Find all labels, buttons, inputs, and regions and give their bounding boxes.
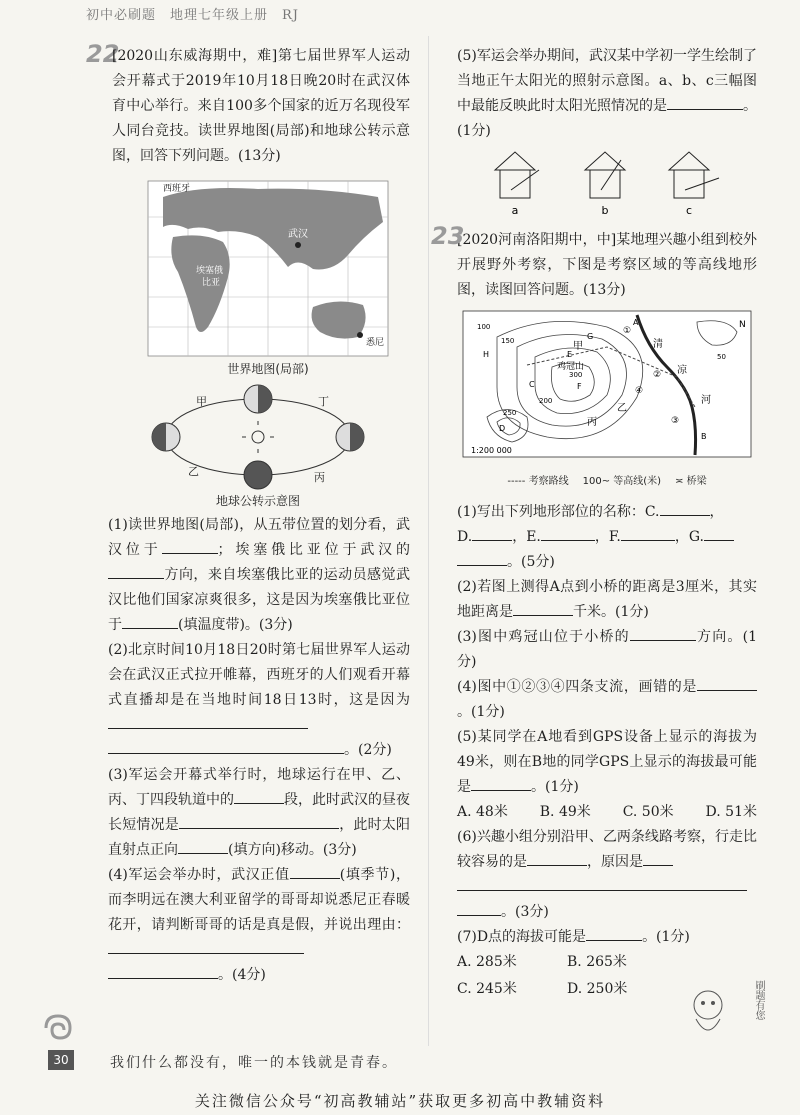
map-label-wuhan: 武汉 [288,229,308,240]
answer-blank[interactable] [179,814,339,829]
contour-value-250: 250 [503,409,517,417]
page-number: 30 [48,1050,74,1070]
contour-value-300: 300 [569,371,583,379]
answer-blank[interactable] [472,526,512,541]
river-label-2: 凉 [677,365,687,376]
q22-p1d: (填温度带)。(3分) [178,617,293,633]
q22-p2a: (2)北京时间10月18日20时第七届世界军人运动会在武汉正式拉开帷幕，西班牙的人们观看开幕式直播却是在当地时间18日13时，这是因为 [108,642,410,708]
answer-blank[interactable] [108,564,164,579]
answer-blank[interactable] [660,501,710,516]
earth-orbit-figure [108,381,408,509]
answer-blank[interactable] [290,864,340,879]
answer-blank[interactable] [541,526,595,541]
answer-blank[interactable] [108,714,308,729]
point-D: D [499,424,506,433]
map-label-ethiopia-2: 比亚 [202,278,221,288]
q22-p3b: 段，此时武汉的昼夜长短情况是 [108,792,410,833]
question-22 [108,44,410,988]
answer-blank[interactable] [697,676,757,691]
river-label-3: 河 [701,395,711,406]
contour-value-200: 200 [539,397,553,405]
q23-part3: (3)图中鸡冠山位于小桥的 方向。(1分) [457,625,757,675]
q22-part2 [108,638,410,763]
map-label-sydney: 悉尼 [366,338,385,348]
q23-part5: (5)某同学在A地看到GPS设备上显示的海拔为49米，则在B地的同学GPS上显示的海拔最可能是 。(1分) [457,729,757,795]
answer-blank[interactable] [162,539,218,554]
q22-part5 [457,44,757,144]
q22-p5b: 。(1分) [457,98,757,139]
point-C: C [529,380,535,389]
contour-label-jia: 甲 [573,341,583,352]
north-arrow: N [739,320,746,330]
point-G: G [587,332,594,341]
q22-part1 [108,513,410,638]
contour-label-yi: 乙 [617,403,627,414]
q23-part7: (7)D点的海拔可能是 。(1分) [457,925,757,950]
answer-blank[interactable] [527,851,587,866]
q22-part3 [108,763,410,863]
option: A. 285米 [457,954,517,970]
map-caption: 世界地图(局部) [227,362,309,376]
book-header: 初中必刷题 地理七年级上册 RJ [86,8,299,23]
question-23 [431,222,757,1002]
world-map-figure [108,177,408,377]
contour-value-150: 150 [501,337,515,345]
answer-blank[interactable] [234,789,284,804]
contour-map-figure [457,307,757,467]
tributary-3: ③ [671,416,680,426]
answer-blank[interactable] [178,839,228,854]
contour-legend [457,469,757,494]
contour-value-50: 50 [717,353,726,361]
question-number-23: 23 [431,222,465,250]
answer-blank[interactable] [108,939,304,954]
map-label-ethiopia-1: 埃塞俄 [196,266,224,276]
answer-blank[interactable] [457,876,747,891]
orbit-label-jia: 甲 [196,395,207,408]
map-label-spain: 西班牙 [163,184,191,194]
answer-blank[interactable] [621,526,675,541]
q22-p4b: (填季节)，而李明远在澳大利亚留学的哥哥却说悉尼正春暖花开，请判断哥哥的话是真是假，并说出理由： [108,867,410,933]
q22-p2b: 。(2分) [344,742,392,758]
earth-right [336,423,364,451]
house-label-b: b [601,204,609,217]
answer-blank[interactable] [630,626,696,641]
q22-p3c: ，此时太阳直射点正向 [108,817,410,858]
answer-blank[interactable] [643,851,673,866]
earth-top [244,385,272,413]
q23-part4: (4)图中①②③④四条支流，画错的是。(1分) [457,675,757,725]
question-number-22: 22 [86,40,120,68]
q23-part6: (6)兴趣小组分别沿甲、乙两条线路考察，行走比较容易的是 ，原因是 。(3分) [457,829,757,920]
point-F: F [577,382,582,391]
q23-part7-options [457,950,677,1002]
answer-blank[interactable] [122,614,178,629]
answer-blank[interactable] [667,95,743,110]
house-label-a: a [511,204,519,217]
contour-scale: 1:200 000 [471,446,512,455]
contour-label-jiguan: 鸡冠山 [557,362,585,372]
answer-blank[interactable] [457,901,501,916]
q22-intro: [2020山东威海期中，难]第七届世界军人运动会开幕式于2019年10月18日晚20时在武汉体育中心举行。来自100多个国家的近万名现役军人同台竞技。读世界地图(局部)和地球公转示意图，回答下列问题。(13分) [112,48,410,164]
orbit-label-ding: 丁 [318,395,329,408]
orbit-label-bing: 丙 [314,471,325,484]
house-b [585,152,625,198]
option: C. 50米 [622,804,674,820]
tributary-4: ④ [635,386,644,396]
option: A. 48米 [457,804,508,820]
corner-badge: 刷题有您 [753,980,764,1020]
house-a [495,152,539,198]
answer-blank[interactable] [704,526,734,541]
q22-p1a: (1)读世界地图(局部)，从五带位置的划分看，武汉位于 [108,517,410,558]
q23-part2: (2)若图上测得A点到小桥的距离是3厘米，其实地距离是 千米。(1分) [457,579,757,620]
swirl-logo-icon [40,1012,76,1044]
orbit-caption: 地球公转示意图 [215,494,301,508]
option: B. 49米 [539,804,591,820]
q22-p1c: 方向，来自埃塞俄比亚的运动员感觉武汉比他们国家凉爽很多，这是因为埃塞俄比亚位于 [108,567,410,633]
contour-value-100: 100 [477,323,491,331]
legend-contour: 100~ 等高线(米) [582,476,662,487]
earth-left [152,423,180,451]
legend-bridge: ≍ 桥梁 [675,476,707,487]
contour-label-bing: 丙 [587,417,597,428]
house-label-c: c [685,204,693,217]
answer-blank[interactable] [471,776,531,791]
house-c [669,152,719,198]
answer-blank[interactable] [108,964,218,979]
q22-p4a: (4)军运会举办时，武汉正值 [108,867,290,883]
point-H: H [483,350,490,359]
motto: 我们什么都没有，唯一的本钱就是青春。 [110,1055,398,1071]
point-A: A [633,318,639,327]
answer-blank[interactable] [513,601,573,616]
sydney-marker [357,332,363,338]
answer-blank[interactable] [457,551,507,566]
answer-blank[interactable] [108,739,344,754]
option: C. 245米 [457,981,517,997]
legend-route: ----- 考察路线 [507,476,569,487]
q22-p4c: 。(4分) [218,967,266,983]
q22-p1b: ；埃塞俄比亚位于武汉的 [217,542,411,558]
q22-part4 [108,863,410,988]
tributary-1: ① [623,326,632,336]
option: D. 250米 [567,981,628,997]
sun-icon [242,421,274,453]
wuhan-marker [295,242,301,248]
earth-bottom [244,461,272,489]
q23-part5-options [457,800,757,825]
answer-blank[interactable] [586,926,642,941]
footer-note: 关注微信公众号“初高教辅站”获取更多初高中教辅资料 [194,1092,606,1110]
column-divider [428,36,429,1046]
q22-p3a: (3)军运会开幕式举行时，地球运行在甲、乙、丙、丁四段轨道中的 [108,767,410,808]
option: D. 51米 [705,804,757,820]
q22-p3d: (填方向)移动。(3分) [228,842,357,858]
right-column [431,44,757,1002]
option: B. 265米 [567,954,627,970]
tributary-2: ② [653,370,662,380]
point-E: E [567,350,573,359]
cartoon-mascot-icon [686,985,730,1041]
orbit-label-yi: 乙 [188,465,199,478]
q22-p5a: (5)军运会举办期间，武汉某中学初一学生绘制了当地正午太阳光的照射示意图。a、b、c三幅图中最能反映此时太阳光照情况的是 [457,48,757,114]
river-label-1: 清 [653,339,663,350]
point-B: B [701,432,707,441]
q23-intro: [2020河南洛阳期中，中]某地理兴趣小组到校外开展野外考察，下图是考察区域的等高线地形图，读图回答问题。(13分) [457,232,757,298]
sunlight-houses-figure [457,150,757,218]
q23-part1: (1)写出下列地形部位的名称：C. ， D. ，E. ，F. ，G. 。(5分) [457,500,757,575]
